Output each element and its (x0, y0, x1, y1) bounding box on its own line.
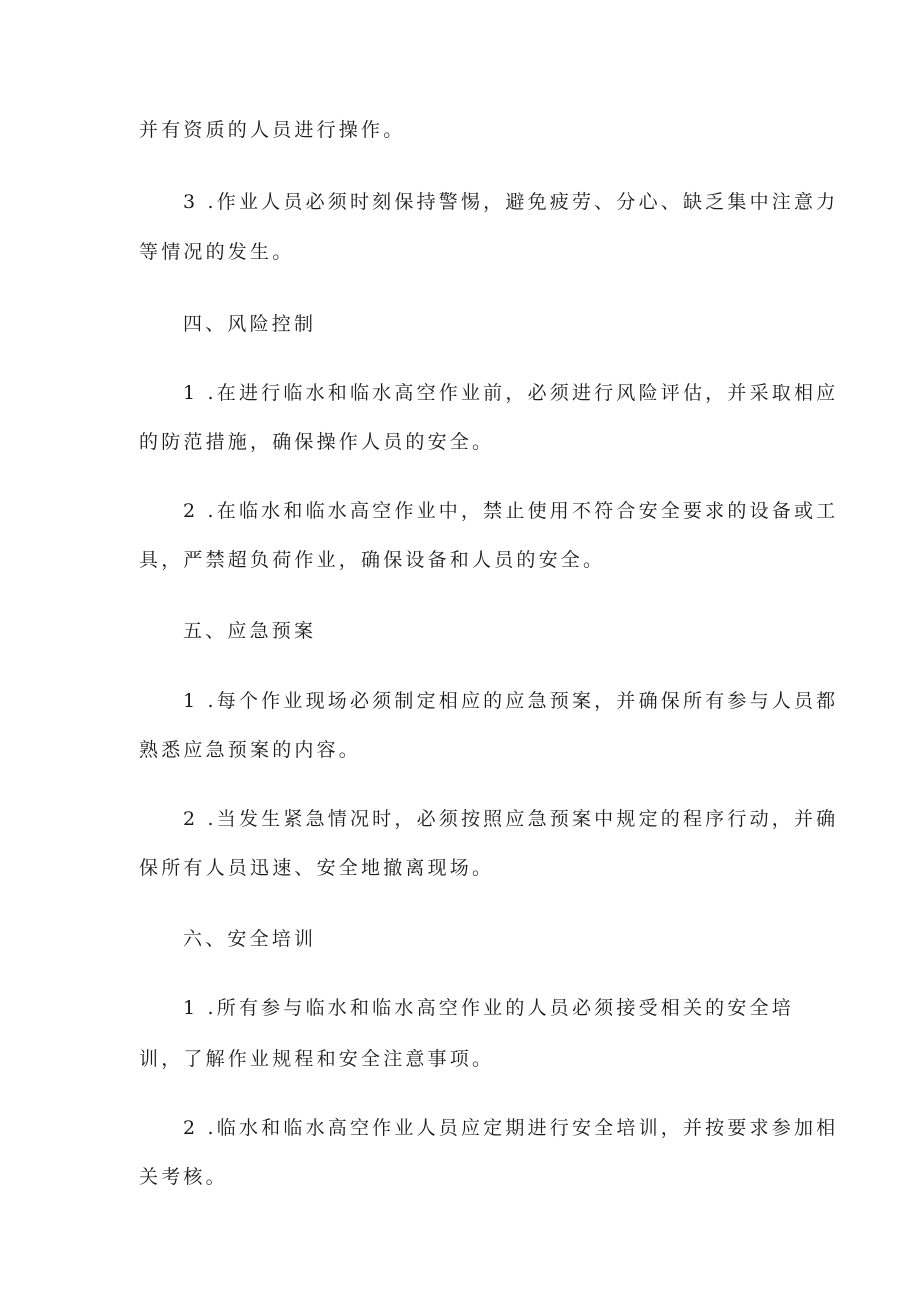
section-6-item-2-line-2: 关考核。 (139, 1166, 228, 1188)
section-5-heading: 五、应急预案 (183, 620, 317, 642)
section-6-item-1-line-1: 1 .所有参与临水和临水高空作业的人员必须接受相关的安全培 (183, 997, 794, 1019)
section-6-item-1-line-2: 训，了解作业规程和安全注意事项。 (139, 1048, 495, 1070)
section-6-heading: 六、安全培训 (183, 928, 317, 950)
section-4-item-2-line-1: 2 .在临水和临水高空作业中，禁止使用不符合安全要求的设备或工 (183, 500, 839, 522)
item-3-line-2: 等情况的发生。 (139, 241, 295, 263)
section-5-item-1-line-2: 熟悉应急预案的内容。 (139, 739, 362, 761)
intro-tail-line: 并有资质的人员进行操作。 (139, 119, 406, 141)
section-4-item-1-line-1: 1 .在进行临水和临水高空作业前，必须进行风险评估，并采取相应 (183, 382, 839, 404)
section-5-item-2-line-1: 2 .当发生紧急情况时，必须按照应急预案中规定的程序行动，并确 (183, 808, 839, 830)
section-4-item-2-line-2: 具，严禁超负荷作业，确保设备和人员的安全。 (139, 549, 606, 571)
section-4-item-1-line-2: 的防范措施，确保操作人员的安全。 (139, 431, 495, 453)
section-6-item-2-line-1: 2 .临水和临水高空作业人员应定期进行安全培训，并按要求参加相 (183, 1117, 839, 1139)
item-3-line-1: 3 .作业人员必须时刻保持警惕，避免疲劳、分心、缺乏集中注意力 (183, 191, 839, 213)
section-4-heading: 四、风险控制 (183, 313, 317, 335)
section-5-item-1-line-1: 1 .每个作业现场必须制定相应的应急预案，并确保所有参与人员都 (183, 690, 839, 712)
section-5-item-2-line-2: 保所有人员迅速、安全地撤离现场。 (139, 857, 495, 879)
